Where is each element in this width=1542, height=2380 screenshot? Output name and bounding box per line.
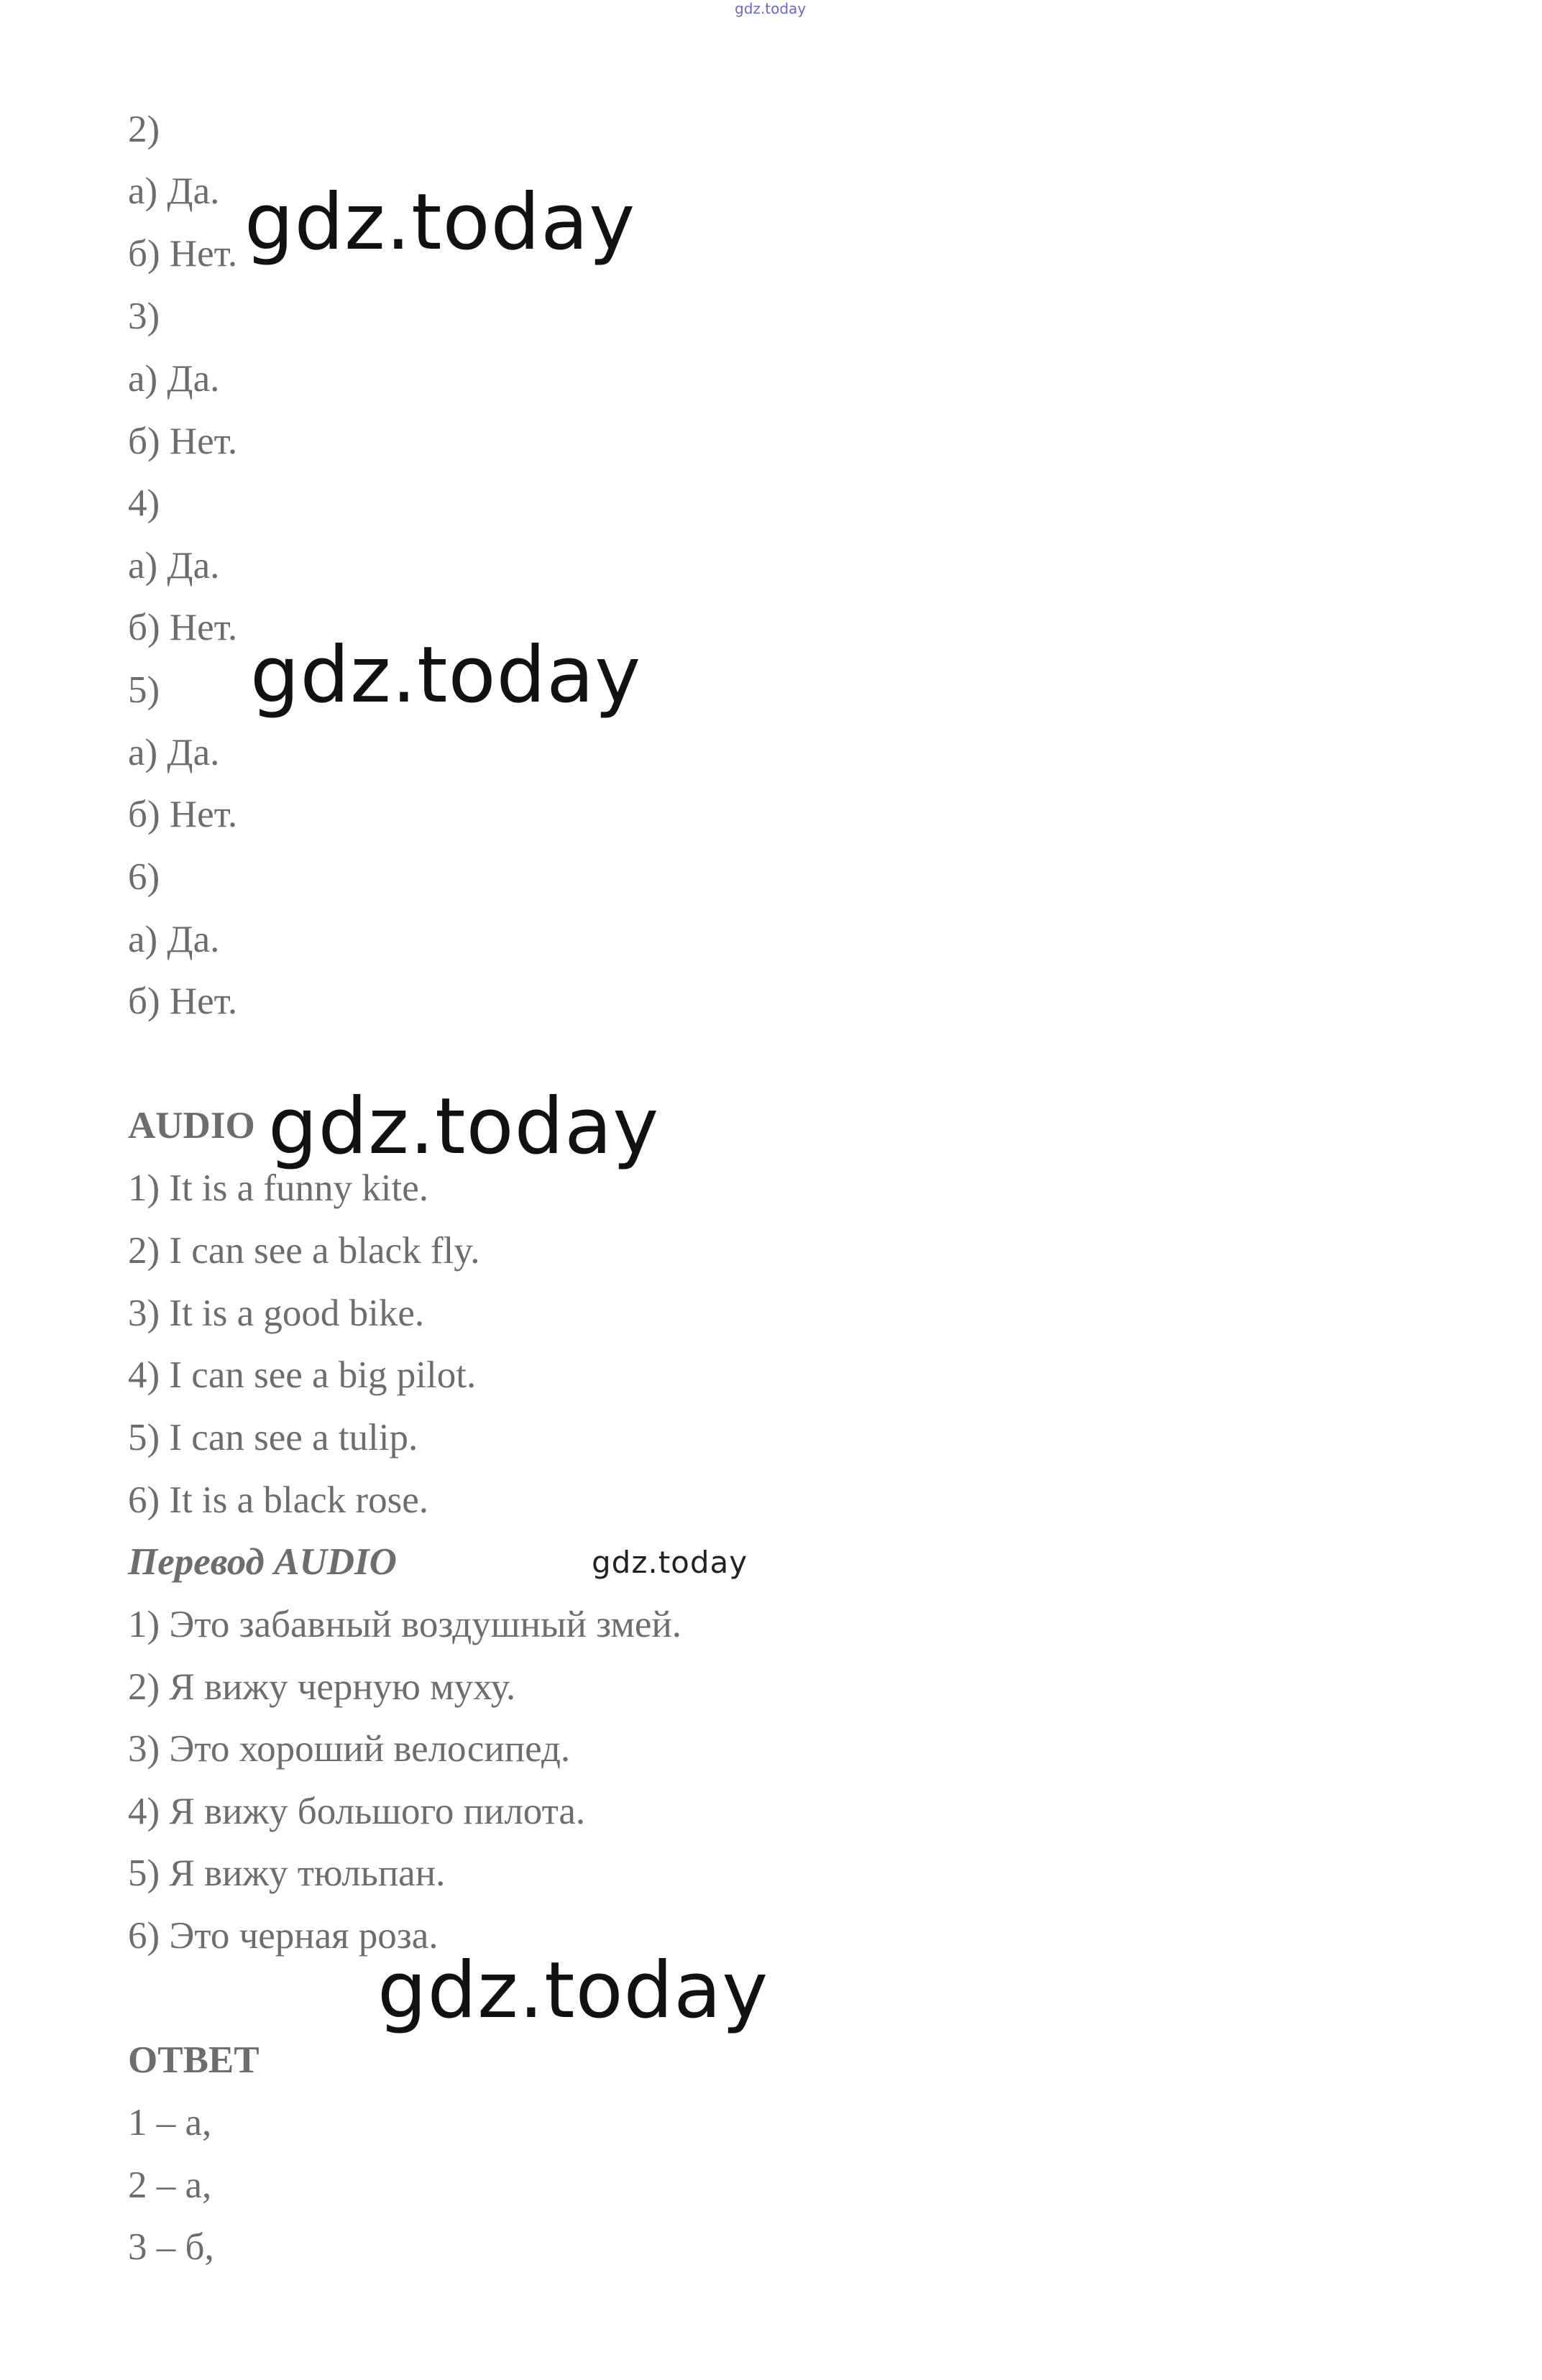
audio-line: 1) It is a funny kite. (128, 1167, 429, 1209)
question-number: 4) (128, 482, 160, 524)
answer-option-a: а) Да. (128, 732, 220, 773)
answer-option-a: а) Да. (128, 358, 220, 400)
answer-option-b: б) Нет. (128, 233, 238, 275)
translation-line: 3) Это хороший велосипед. (128, 1728, 571, 1770)
watermark: gdz.today (377, 1946, 769, 2036)
question-number: 5) (128, 669, 160, 711)
answer-option-b: б) Нет. (128, 980, 238, 1022)
answer-option-a: а) Да. (128, 919, 220, 960)
watermark-top: gdz.today (735, 0, 807, 17)
answer-option-b: б) Нет. (128, 421, 238, 462)
question-number: 3) (128, 295, 160, 337)
audio-line: 2) I can see a black fly. (128, 1230, 480, 1272)
translation-line: 6) Это черная роза. (128, 1915, 439, 1957)
watermark: gdz.today (268, 1082, 660, 1172)
answer-option-a: а) Да. (128, 170, 220, 212)
answer-line: 2 – а, (128, 2164, 212, 2206)
question-number: 2) (128, 109, 160, 150)
question-number: 6) (128, 856, 160, 898)
translation-line: 2) Я вижу черную муху. (128, 1666, 516, 1708)
answer-line: 1 – а, (128, 2102, 212, 2144)
audio-line: 3) It is a good bike. (128, 1292, 425, 1334)
answer-option-b: б) Нет. (128, 794, 238, 835)
answer-option-b: б) Нет. (128, 607, 238, 648)
audio-line: 5) I can see a tulip. (128, 1417, 418, 1458)
audio-line: 4) I can see a big pilot. (128, 1354, 477, 1396)
translation-line: 4) Я вижу большого пилота. (128, 1791, 586, 1832)
translation-line: 1) Это забавный воздушный змей. (128, 1604, 682, 1645)
translation-line: 5) Я вижу тюльпан. (128, 1852, 446, 1894)
translation-heading: Перевод AUDIO (128, 1541, 397, 1583)
answer-line: 3 – б, (128, 2226, 214, 2268)
answer-heading: ОТВЕТ (128, 2039, 260, 2081)
answer-option-a: а) Да. (128, 545, 220, 587)
audio-heading: AUDIO (128, 1105, 255, 1147)
audio-line: 6) It is a black rose. (128, 1479, 428, 1521)
watermark: gdz.today (250, 630, 642, 720)
watermark: gdz.today (592, 1545, 748, 1580)
watermark: gdz.today (244, 178, 636, 267)
